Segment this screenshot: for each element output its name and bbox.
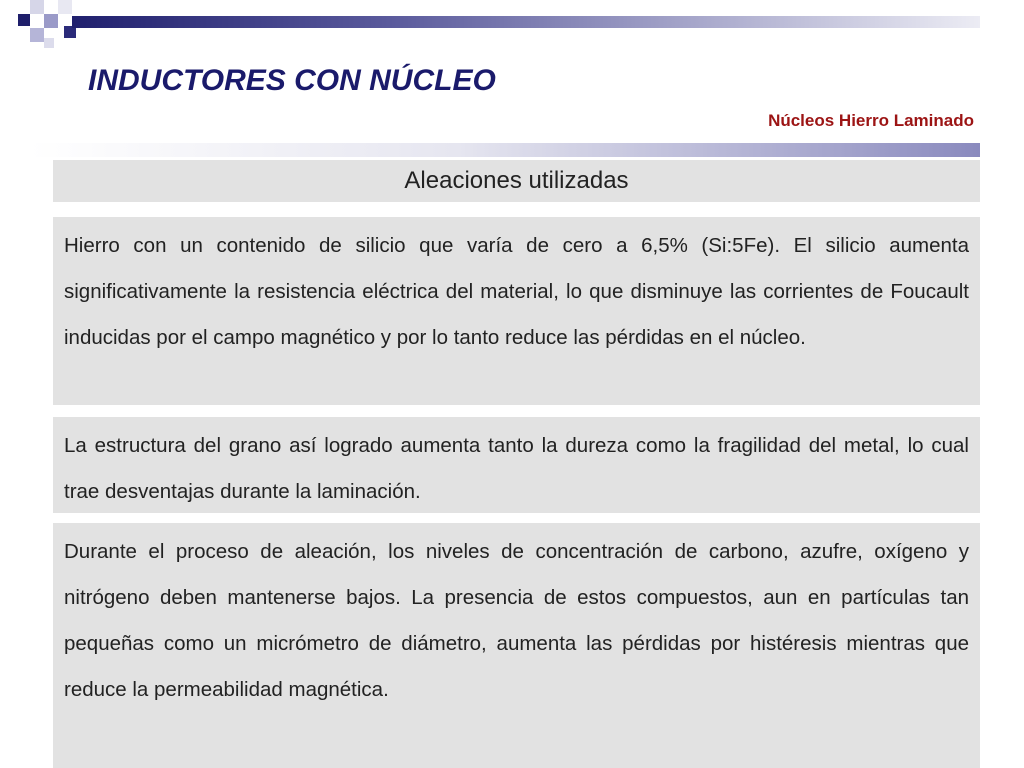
header-gradient-bar <box>72 16 980 28</box>
paragraph-grain-structure: La estructura del grano así logrado aumenta tanto la dureza como la fragilidad del metal, lo cual trae desventajas durante la laminación. <box>53 417 980 513</box>
divider-gradient-bar <box>30 143 980 157</box>
decorative-square <box>44 38 54 48</box>
slide-title: INDUCTORES CON NÚCLEO <box>88 64 496 97</box>
paragraph-alloy-process: Durante el proceso de aleación, los niveles de concentración de carbono, azufre, oxígeno y nitrógeno deben mantenerse bajos. La presencia de estos compuestos, aun en partículas tan pequeñas como un micrómetro de diámetro, aumenta las pérdidas por histéresis mientras que reduce la permeabilidad magnética. <box>53 523 980 768</box>
decorative-square <box>30 28 44 42</box>
slide-subtitle: Núcleos Hierro Laminado <box>768 111 974 130</box>
decorative-square <box>58 0 72 14</box>
decorative-square <box>30 0 44 14</box>
paragraph-silicon-content: Hierro con un contenido de silicio que varía de cero a 6,5% (Si:5Fe). El silicio aumenta significativamente la resistencia eléctrica del material, lo que disminuye las corrientes de Foucault inducidas por el campo magnético y por lo tanto reduce las pérdidas en el núcleo. <box>53 217 980 405</box>
decorative-square <box>44 14 58 28</box>
decorative-square <box>18 14 30 26</box>
section-heading: Aleaciones utilizadas <box>53 160 980 202</box>
